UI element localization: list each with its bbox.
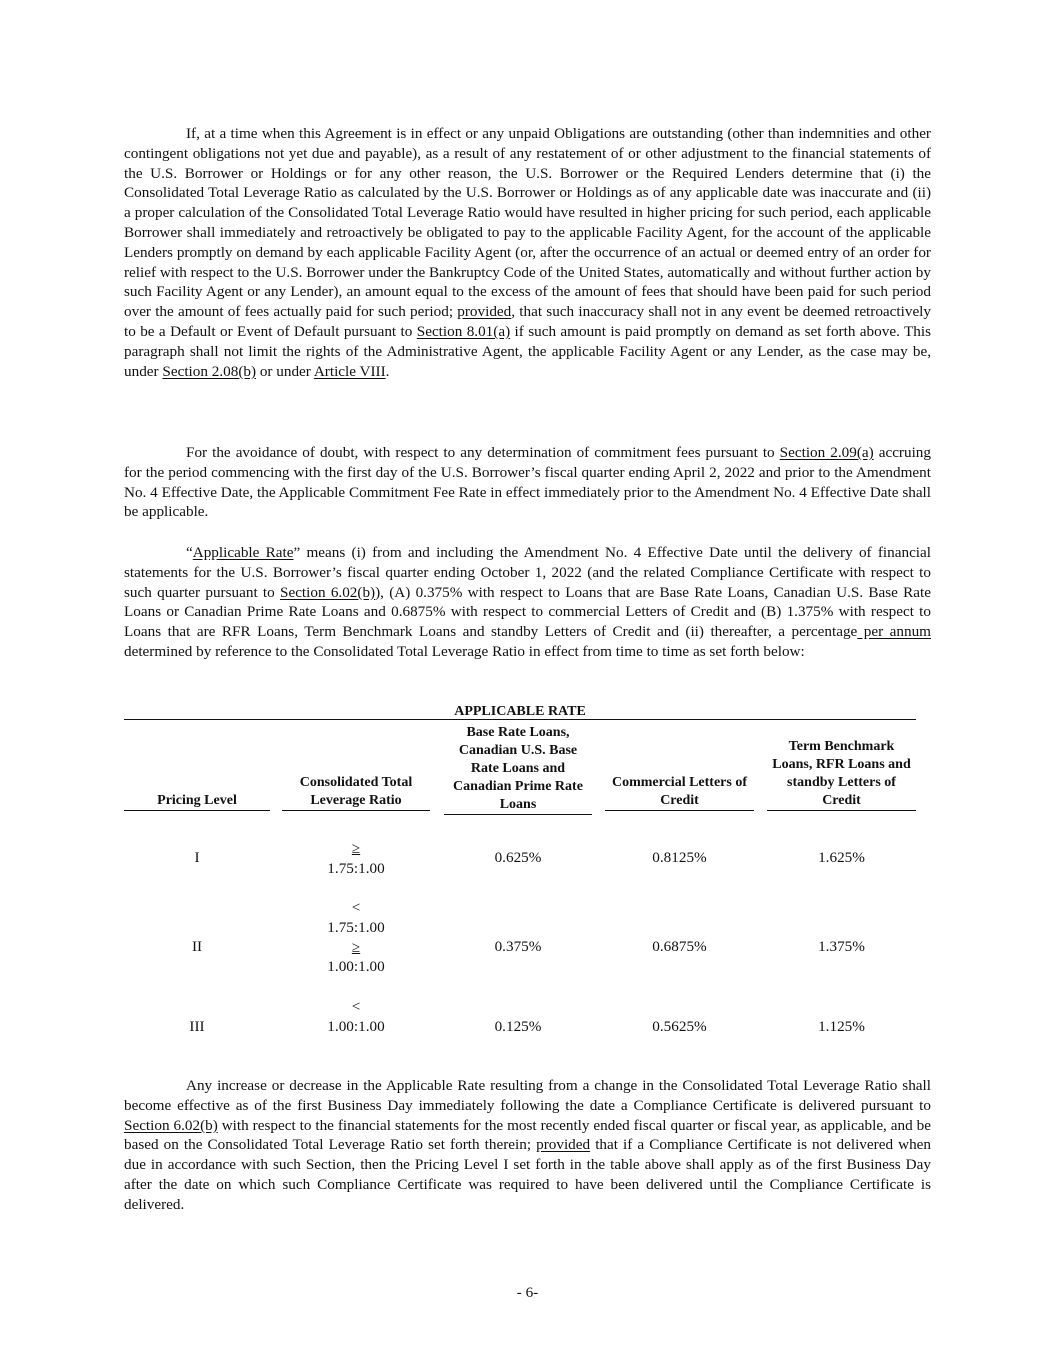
text: For the avoidance of doubt, with respect to any determination of commitment fees pursuant to — [186, 444, 780, 461]
row-3-term: 1.125% — [818, 1018, 865, 1035]
text: that if a Compliance Certificate is not delivered when due in accordance with such Section, then the Pricing Level I set forth in the table above shall apply as of the first Business Day after the date on which such Compliance Certificate was required to have been delivered until the Compliance Certificate is delivered. — [124, 1136, 932, 1213]
page-number: - 6- — [516, 1284, 539, 1301]
row-2-leverage-ratio — [282, 898, 430, 977]
text: ), (A) 0.375% with respect to Loans that are Base Rate Loans, Canadian U.S. Base Rate Loans or Canadian Prime Rate Loans and 0.6875% with respect to commercial Letters of Credit and (B) 1.375% with respect to Loans that are RFR Loans, Term Benchmark Loans and standby Letters of Credit and (ii) thereafter, a percentage — [124, 583, 931, 641]
header-leverage-ratio: Consolidated Total Leverage Ratio — [282, 774, 430, 811]
row-2-term: 1.375% — [818, 938, 865, 955]
text: ” means (i) from and including the Amendment No. 4 Effective Date until the delivery of financial statements for the U.S. Borrower’s fiscal quarter ending October 1, 2022 (and the related Compliance Certificate with respect to such quarter pursuant to — [124, 544, 931, 601]
defined-term: Applicable Rate — [192, 544, 294, 561]
ratio-operator: < — [351, 899, 361, 916]
table-top-rule — [124, 719, 916, 720]
article-viii-reference[interactable]: Article VIII — [313, 362, 386, 380]
row-2-commercial: 0.6875% — [652, 938, 707, 955]
row-2-pricing-level: II — [191, 938, 203, 955]
section-6-02b-reference[interactable]: Section 6.02(b) — [280, 583, 376, 601]
row-1-term: 1.625% — [818, 849, 865, 866]
section-2-09a-reference[interactable]: Section 2.09(a) — [779, 444, 874, 461]
text: determined by reference to the Consolidated Total Leverage Ratio in effect from time to time as set forth below: — [124, 642, 805, 660]
ratio-operator: ≥ — [351, 840, 361, 857]
table-title: APPLICABLE RATE — [454, 704, 586, 719]
text: . — [385, 362, 390, 380]
row-3-pricing-level: III — [189, 1018, 205, 1035]
ratio-value: 1.00:1.00 — [327, 1017, 385, 1035]
text: with respect to the financial statements for the most recently ended fiscal quarter or fiscal year, as applicable, and be based on the Consolidated Total Leverage Ratio set forth therein; — [124, 1116, 931, 1154]
section-2-08b-reference[interactable]: Section 2.08(b) — [162, 362, 257, 380]
text: Any increase or decrease in the Applicable Rate resulting from a change in the Consolidated Total Leverage Ratio shall become effective as of the first Business Day immediately following the date a Compliance Certificate is delivered pursuant to — [124, 1077, 931, 1114]
paragraph-applicable-rate-definition — [124, 543, 931, 662]
text: if such amount is paid promptly on demand as set forth above. This paragraph shall not limit the rights of the Administrative Agent, the applicable Facility Agent or any Lender, as the case may be, under — [124, 322, 931, 380]
text: If, at a time when this Agreement is in effect or any unpaid Obligations are outstanding (other than indemnities and other contingent obligations not yet due and payable), as a result of any restatement of or other adjustment to the financial statements of the U.S. Borrower or Holdings or for any other reason, the U.S. Borrower or the Required Lenders determine that (i) the Consolidated Total Leverage Ratio as calculated by the U.S. Borrower or Holdings as of any applicable date was inaccurate and (ii) a proper calculation of the Consolidated Total Leverage Ratio would have resulted in higher pricing for such period, each applicable Borrower shall immediately and retroactively be obligated to pay to the applicable Facility Agent, for the account of the applicable Lenders promptly on demand by each applicable Facility Agent (or, after the occurrence of an actual or deemed entry of an order for relief with respect to the U.S. Borrower under the Bankruptcy Code of the United States, automatically and without further action by such Facility Agent or any Lender), an amount equal to the excess of the amount of fees that should have been paid for such period over the amount of fees actually paid for such period; — [124, 125, 931, 321]
row-3-leverage-ratio — [282, 997, 430, 1037]
row-1-base-rate: 0.625% — [494, 849, 542, 866]
header-pricing-level: Pricing Level — [124, 792, 270, 811]
ratio-value: 1.75:1.00 — [327, 918, 385, 936]
row-1-pricing-level: I — [194, 849, 200, 866]
section-8-01a-reference[interactable]: Section 8.01(a) — [416, 322, 511, 340]
ratio-value: 1.75:1.00 — [327, 859, 385, 877]
section-6-02b-reference[interactable]: Section 6.02(b) — [124, 1116, 218, 1134]
header-base-rate-loans: Base Rate Loans, Canadian U.S. Base Rate Loans and Canadian Prime Rate Loans — [444, 724, 592, 815]
row-2-base-rate: 0.375% — [494, 938, 542, 955]
paragraph-commitment-fees — [124, 443, 931, 522]
text: , that such inaccuracy shall not in any event be deemed retroactively to be a Default or Event of Default pursuant to — [124, 303, 931, 340]
ratio-value: 1.00:1.00 — [327, 958, 385, 976]
row-3-commercial: 0.5625% — [652, 1018, 707, 1035]
provided-term: provided — [536, 1136, 591, 1154]
paragraph-restatement — [124, 124, 931, 381]
ratio-operator: ≥ — [351, 938, 361, 956]
row-3-base-rate: 0.125% — [494, 1018, 542, 1035]
paragraph-rate-change — [124, 1076, 931, 1215]
ratio-operator: < — [351, 998, 361, 1015]
text: or under — [256, 362, 314, 380]
row-1-leverage-ratio — [282, 839, 430, 879]
row-1-commercial: 0.8125% — [652, 849, 707, 866]
text: “ — [186, 544, 193, 561]
provided-term: provided — [457, 303, 512, 321]
header-commercial-letters: Commercial Letters of Credit — [605, 774, 754, 811]
text: accruing for the period commencing with the first day of the U.S. Borrower’s fiscal quarter ending April 2, 2022 and prior to the Amendment No. 4 Effective Date, the Applicable Commitment Fee Rate in effect immediately prior to the Amendment No. 4 Effective Date shall be applicable. — [124, 444, 931, 521]
header-term-benchmark: Term Benchmark Loans, RFR Loans and standby Letters of Credit — [767, 738, 916, 811]
per-annum-term: per annum — [857, 623, 931, 641]
